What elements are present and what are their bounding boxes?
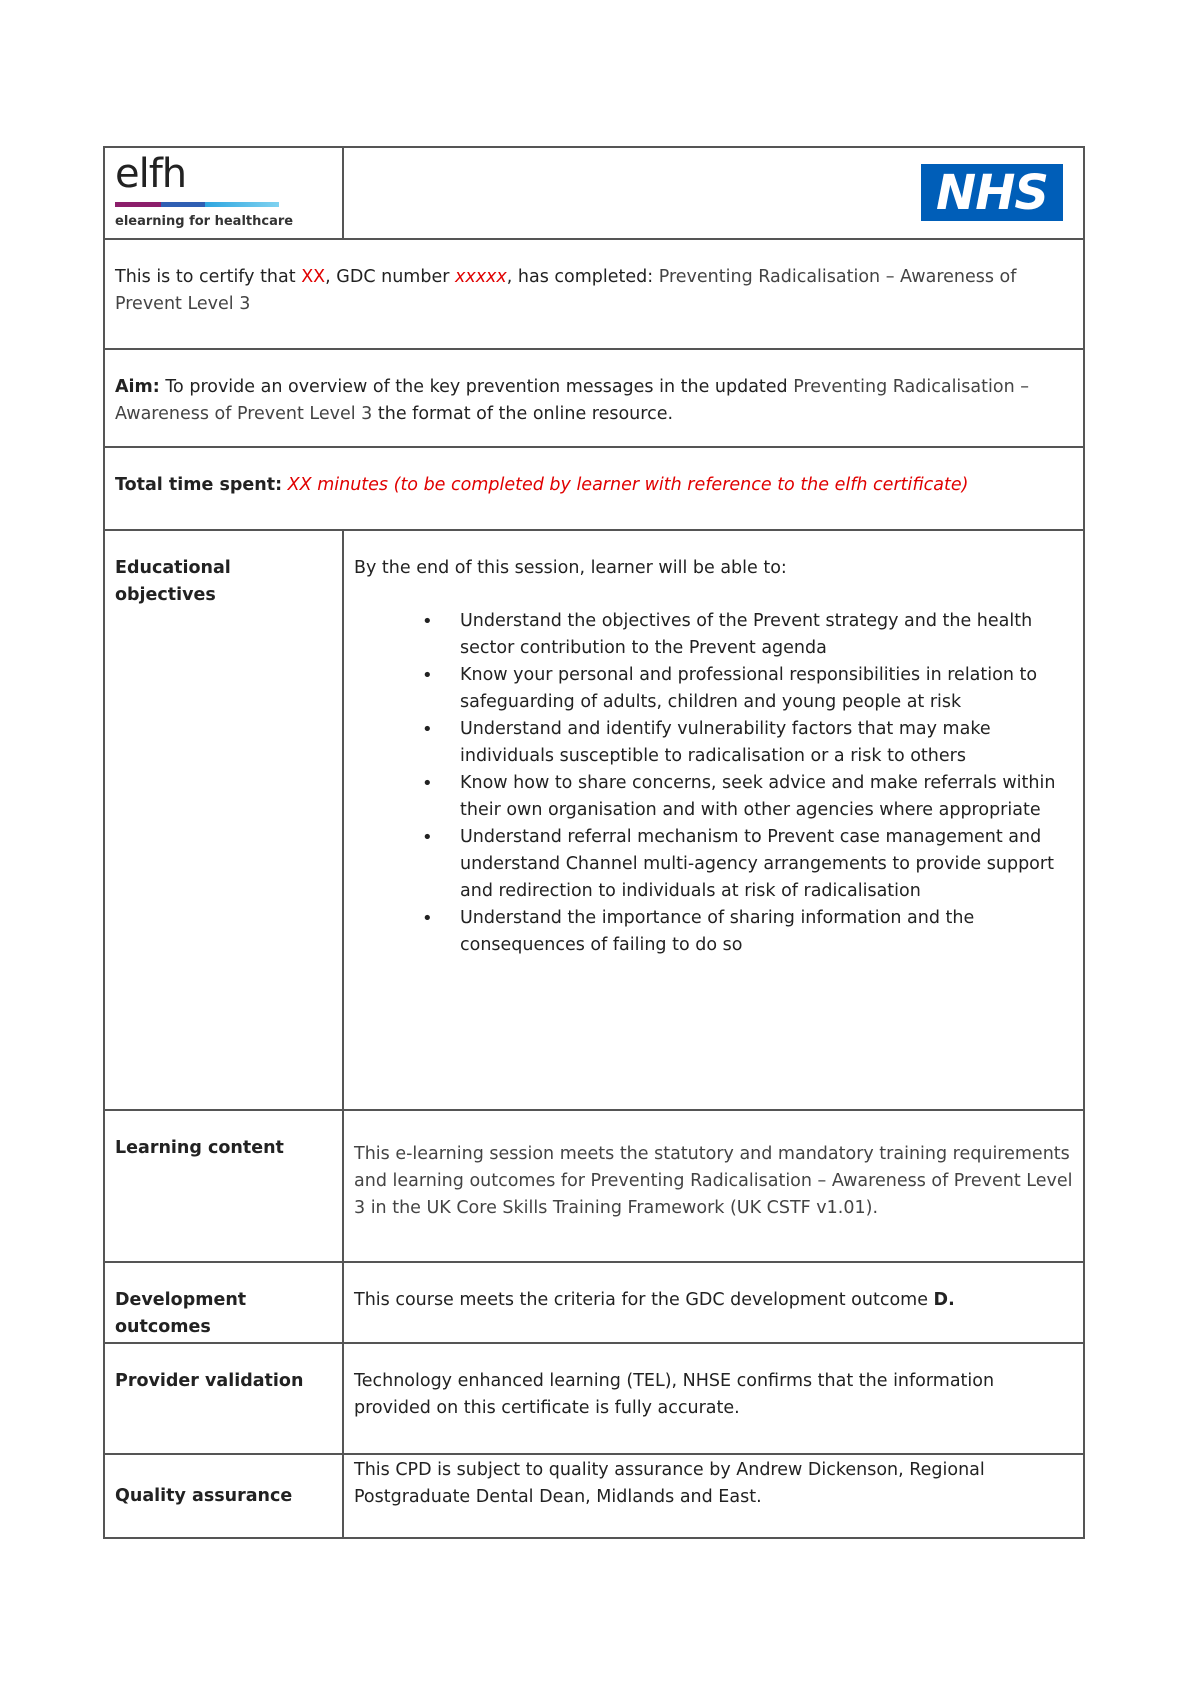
objectives-intro: By the end of this session, learner will be able to: bbox=[354, 558, 787, 578]
objective-item: • Know how to share concerns, seek advice and make referrals within their own organisation and with other agencies where appropriate bbox=[460, 770, 1073, 824]
aim-row bbox=[104, 349, 1084, 447]
gdc-number-placeholder: xxxxx bbox=[454, 267, 507, 287]
objectives-row bbox=[104, 530, 1084, 1110]
learning-content-text-cell bbox=[343, 1110, 1084, 1262]
elfh-tagline: elearning for healthcare bbox=[115, 214, 294, 229]
objectives-content-cell bbox=[343, 530, 1084, 1110]
certificate-table bbox=[103, 146, 1085, 1539]
learning-content-row bbox=[104, 1110, 1084, 1262]
elfh-logo-text: elfh bbox=[115, 151, 187, 197]
learner-name-placeholder: XX bbox=[301, 267, 326, 287]
development-outcome: D. bbox=[933, 1290, 955, 1310]
objective-item: • Understand referral mechanism to Prevent case management and understand Channel multi-agency arrangements to provide support and redirection to individuals at risk of radicalisation bbox=[460, 824, 1073, 905]
quality-label: Quality assurance bbox=[115, 1485, 293, 1506]
objectives-label-cell bbox=[104, 530, 343, 1110]
learning-content-text: This e-learning session meets the statutory and mandatory training requirements and learning outcomes for Preventing Radicalisation – Awareness of Prevent Level 3 in the UK Core Skills Training Framework (UK CSTF v1.01). bbox=[354, 1144, 1073, 1218]
objective-item: • Understand the objectives of the Prevent strategy and the health sector contribution to the Prevent agenda bbox=[460, 608, 1073, 662]
objective-item: • Understand the importance of sharing information and the consequences of failing to do so bbox=[460, 905, 1073, 959]
elfh-logo-cell bbox=[104, 147, 343, 239]
aim-text-before: To provide an overview of the key prevention messages in the updated bbox=[159, 377, 794, 397]
gdc-label: , GDC number bbox=[325, 267, 455, 287]
development-label-cell bbox=[104, 1262, 343, 1343]
aim-course-title: Preventing Radicalisation – Awareness of Prevent Level 3 bbox=[115, 377, 1029, 424]
objectives-list bbox=[354, 608, 1073, 959]
objectives-label: Educational objectives bbox=[115, 558, 231, 605]
provider-label-cell bbox=[104, 1343, 343, 1454]
quality-text-cell bbox=[343, 1454, 1084, 1538]
time-value: XX minutes (to be completed by learner with reference to the elfh certificate) bbox=[282, 475, 969, 495]
quality-text: This CPD is subject to quality assurance by Andrew Dickenson, Regional Postgraduate Dental Dean, Midlands and East. bbox=[354, 1460, 985, 1507]
provider-row bbox=[104, 1343, 1084, 1454]
provider-text: Technology enhanced learning (TEL), NHSE confirms that the information provided on this certificate is fully accurate. bbox=[354, 1371, 995, 1418]
time-row bbox=[104, 447, 1084, 530]
quality-row bbox=[104, 1454, 1084, 1538]
nhs-logo-cell bbox=[343, 147, 1084, 239]
logo-row bbox=[104, 147, 1084, 239]
time-label: Total time spent: bbox=[115, 475, 283, 495]
quality-label-cell bbox=[104, 1454, 343, 1538]
learning-content-label: Learning content bbox=[115, 1138, 284, 1158]
aim-statement bbox=[104, 349, 1084, 447]
elfh-logo bbox=[115, 148, 332, 234]
development-row bbox=[104, 1262, 1084, 1343]
provider-label: Provider validation bbox=[115, 1371, 304, 1391]
provider-text-cell bbox=[343, 1343, 1084, 1454]
nhs-logo-text: NHS bbox=[936, 164, 1048, 221]
certify-prefix: This is to certify that bbox=[115, 267, 302, 287]
development-text-cell bbox=[343, 1262, 1084, 1343]
elfh-logo-bar bbox=[115, 202, 279, 207]
objective-item: • Understand and identify vulnerability factors that may make individuals susceptible to radicalisation or a risk to others bbox=[460, 716, 1073, 770]
learning-content-label-cell bbox=[104, 1110, 343, 1262]
nhs-logo bbox=[921, 164, 1063, 221]
aim-text-after: the format of the online resource. bbox=[372, 404, 674, 424]
certify-statement bbox=[104, 239, 1084, 349]
certify-row bbox=[104, 239, 1084, 349]
completed-label: , has completed: bbox=[506, 267, 659, 287]
time-statement bbox=[104, 447, 1084, 530]
aim-label: Aim: bbox=[115, 377, 160, 397]
development-text: This course meets the criteria for the GDC development outcome bbox=[354, 1290, 934, 1310]
course-title: Preventing Radicalisation – Awareness of Prevent Level 3 bbox=[115, 267, 1017, 314]
objective-item: • Know your personal and professional responsibilities in relation to safeguarding of adults, children and young people at risk bbox=[460, 662, 1073, 716]
development-label: Development outcomes bbox=[115, 1290, 247, 1337]
